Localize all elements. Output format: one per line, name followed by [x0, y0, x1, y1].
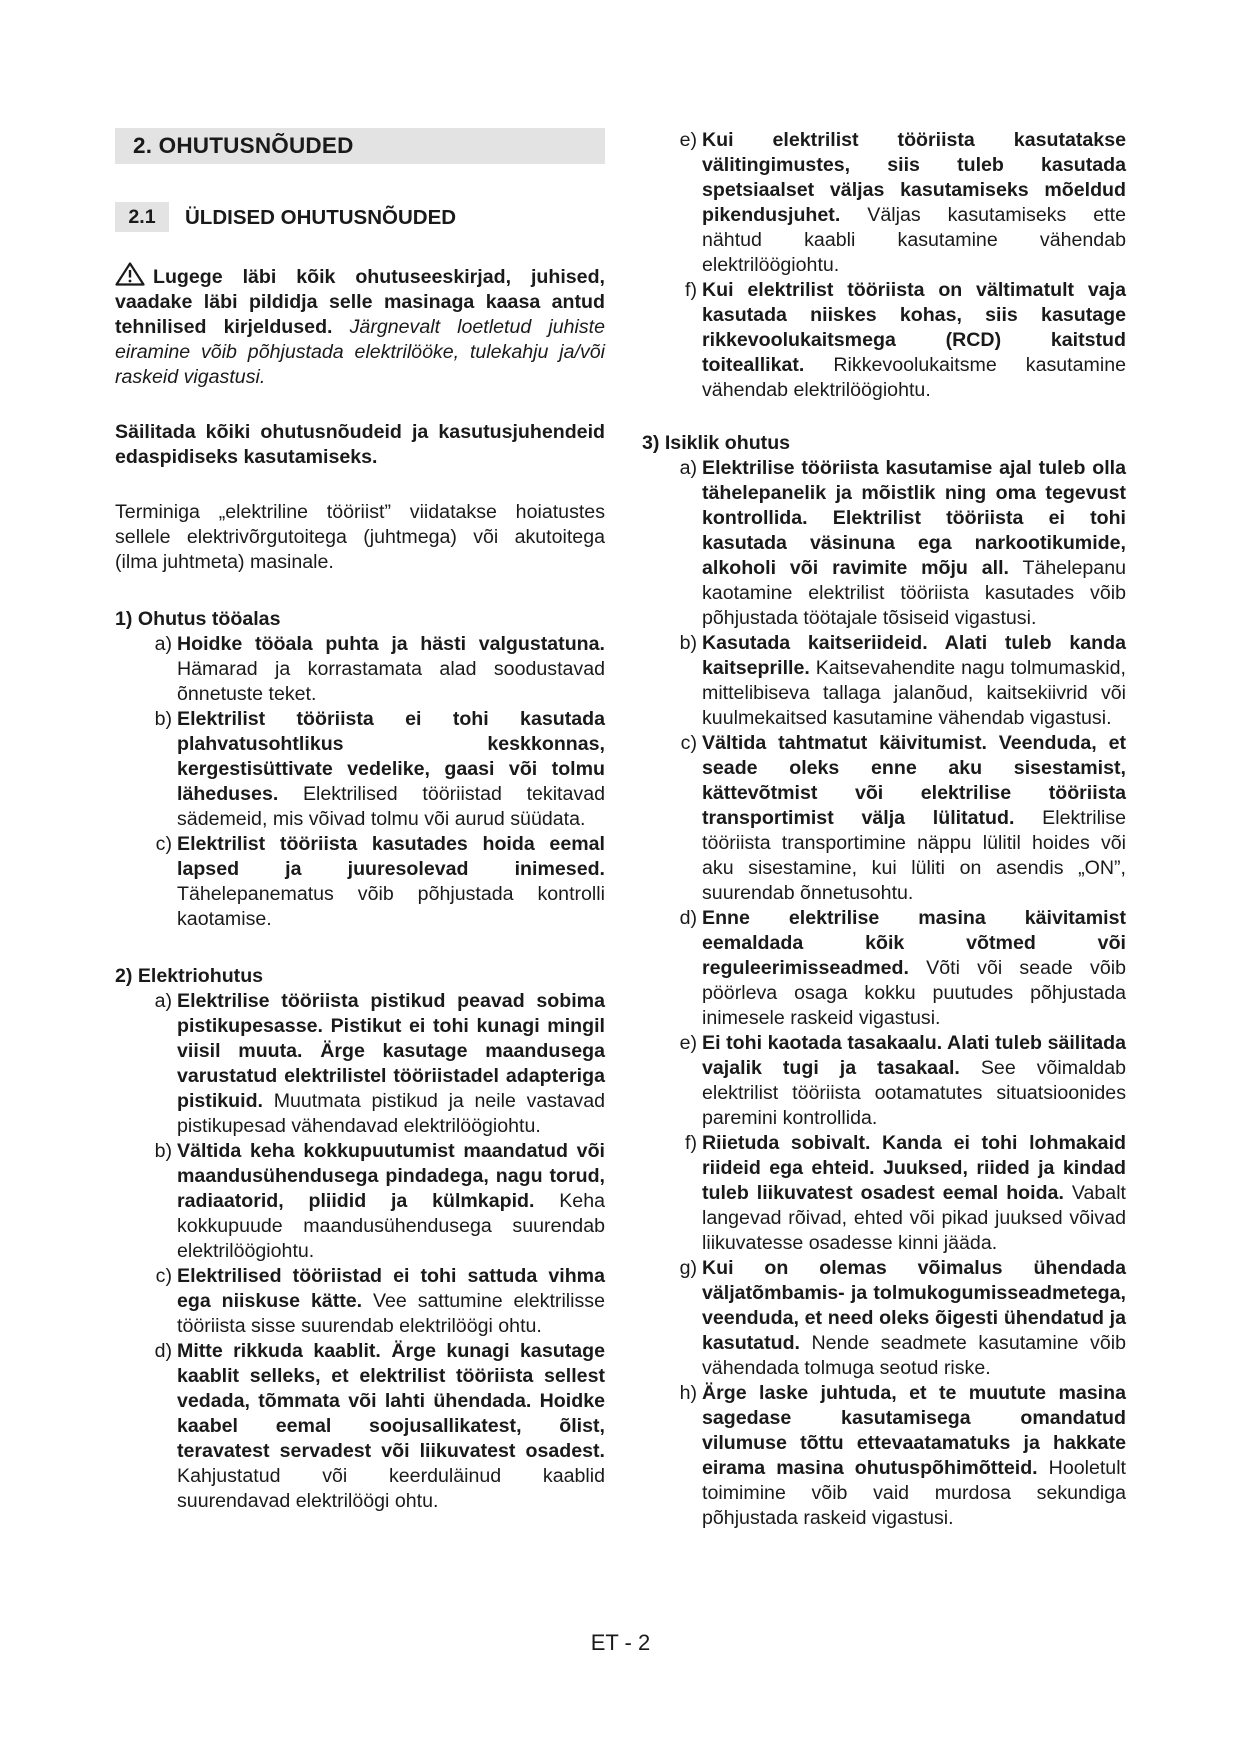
item-label: g)	[679, 1257, 697, 1279]
item-label: b)	[154, 1140, 172, 1162]
item-text: Elektrilise tööriista pistikud peavad sobima pistikupesasse. Pistikut ei tohi kunagi mingil viisil muuta. Ärge kasutage maandusega varustatud elektrilistel tööriistadel adapteriga pistikuid. Muutmata pistikud ja neile vastavad pistikupesad vähendavad elektrilöögiohtu.	[177, 990, 605, 1137]
item-text: Vältida tahtmatut käivitumist. Veenduda, et seade oleks enne aku sisestamist, kättevõtmist või elektrilise tööriista transportimist välja lülitatud. Elektrilise tööriista transportimine näppu lülitil hoides või aku sisestamine, kui lüliti on asendis „ON”, suurendab õnnetusohtu.	[702, 732, 1127, 904]
terminology-note: Terminiga „elektriline tööriist” viidatakse hoiatustes sellele elektrivõrgutoitega (juhtmega) või akutoitega (ilma juhtmeta) masinale.	[115, 501, 605, 573]
item-text: Riietuda sobivalt. Kanda ei tohi lohmakaid riideid ega ehteid. Juuksed, riided ja kindad tuleb liikuvatest osadest eemal hoida. Vabalt langevad rõivad, ehted või pikad juuksed võivad liikuvatesse osadesse kinni jääda.	[702, 1132, 1126, 1254]
list-item	[115, 832, 605, 932]
list-item	[115, 1139, 605, 1264]
list-item	[115, 632, 605, 707]
item-label: b)	[679, 632, 697, 654]
item-text: Mitte rikkuda kaablit. Ärge kunagi kasutage kaablit selleks, et elektrilist tööriista sellest vedada, tõmmata või lahti ühendada. Hoidke kaabel eemal soojusallikatest, õlist, teravatest servadest või liikuvatest osadest. Kahjustatud või keerduläinud kaablid suurendavad elektrilöögi ohtu.	[177, 1340, 605, 1512]
item-text: Hoidke tööala puhta ja hästi valgustatuna. Hämarad ja korrastamata alad soodustavad õnnetuste teket.	[177, 633, 605, 705]
warning-paragraph	[115, 262, 605, 390]
warning-triangle-icon	[115, 262, 145, 286]
subsection-number: 2.1	[115, 202, 169, 232]
item-label: b)	[154, 708, 172, 730]
item-label: e)	[679, 129, 697, 151]
item-text: Ei tohi kaotada tasakaalu. Alati tuleb säilitada vajalik tugi ja tasakaal. See võimaldab elektrilist tööriista ootamatutes situatsioonides paremini kontrollida.	[702, 1032, 1127, 1129]
subsection-header	[115, 202, 605, 232]
list-item	[642, 128, 1126, 278]
item-label: h)	[679, 1382, 697, 1404]
keep-instructions-note: Säilitada kõiki ohutusnõudeid ja kasutusjuhendeid edaspidiseks kasutamiseks.	[115, 421, 605, 468]
list-item	[642, 278, 1126, 403]
item-label: c)	[155, 833, 172, 855]
item-text: Kui on olemas võimalus ühendada väljatõmbamis- ja tolmukogumisseadmetega, veenduda, et need oleks õigesti ühendatud ja kasutatud. Nende seadmete kasutamine võib vähendada tolmuga seotud riske.	[702, 1257, 1126, 1379]
section-2-heading: 2) Elektriohutus	[115, 965, 264, 987]
item-label: a)	[679, 457, 697, 479]
list-item	[115, 1339, 605, 1514]
item-text: Kui elektrilist tööriista kasutatakse välitingimustes, siis tuleb kasutada spetsiaalset väljas kasutamiseks mõeldud pikendusjuhet. Väljas kasutamiseks ette nähtud kaabli kasutamine vähendab elektrilöögiohtu.	[702, 129, 1126, 276]
item-label: a)	[154, 633, 172, 655]
item-text: Elektrilist tööriista kasutades hoida eemal lapsed ja juuresolevad inimesed. Tähelepanematus võib põhjustada kontrolli kaotamise.	[177, 833, 605, 930]
item-label: d)	[679, 907, 697, 929]
list-item	[642, 631, 1126, 731]
warning-bold-text: Lugege läbi kõik ohutuseeskirjad, juhised, vaadake läbi pildidja selle masinaga kaasa antud tehnilised kirjeldused.	[115, 266, 605, 338]
list-item	[642, 1256, 1126, 1381]
item-label: e)	[679, 1032, 697, 1054]
warning-italic-text: Järgnevalt loetletud juhiste eiramine võib põhjustada elektrilööke, tulekahju ja/või raskeid vigastusi.	[115, 316, 605, 388]
item-label: c)	[155, 1265, 172, 1287]
left-column	[115, 128, 605, 1514]
item-label: d)	[154, 1340, 172, 1362]
item-label: f)	[685, 1132, 697, 1154]
item-label: a)	[154, 990, 172, 1012]
list-item	[642, 1031, 1126, 1131]
list-item	[115, 989, 605, 1139]
section-title: 2. OHUTUSNÕUDED	[115, 128, 605, 164]
list-item	[642, 1131, 1126, 1256]
page-number: ET - 2	[590, 1630, 651, 1655]
item-text: Kasutada kaitseriideid. Alati tuleb kanda kaitseprille. Kaitsevahendite nagu tolmumaskid, mittelibiseva tallaga jalanõud, kaitsekiivrid või kuulmekaitsed kasutamine vähendab vigastusi.	[702, 632, 1126, 729]
section-3-heading: 3) Isiklik ohutus	[642, 432, 791, 454]
list-item	[115, 1264, 605, 1339]
item-text: Kui elektrilist tööriista on vältimatult vaja kasutada niiskes kohas, siis kasutage rikkevoolukaitsmega (RCD) kaitstud toiteallikat. Rikkevoolukaitsme kasutamine vähendab elektrilöögiohtu.	[702, 279, 1126, 401]
item-text: Vältida keha kokkupuutumist maandatud või maandusühendusega pindadega, nagu torud, radiaatorid, pliidid ja külmkapid. Keha kokkupuude maandusühendusega suurendab elektrilöögiohtu.	[177, 1140, 605, 1262]
list-item	[642, 906, 1126, 1031]
item-text: Elektrilist tööriista ei tohi kasutada plahvatusohtlikus keskkonnas, kergestisüttivate vedelike, gaasi või tolmu läheduses. Elektrilised tööriistad tekitavad sädemeid, mis võivad tolmu või aurud süüdata.	[177, 708, 605, 830]
list-item	[115, 707, 605, 832]
item-text: Elektrilised tööriistad ei tohi sattuda vihma ega niiskuse kätte. Vee sattumine elektrilisse tööriista sisse suurendab elektrilöögi ohtu.	[177, 1265, 605, 1337]
list-item	[642, 1381, 1126, 1531]
item-text: Ärge laske juhtuda, et te muutute masina sagedase kasutamisega omandatud vilumuse tõttu ettevaatamatuks ja hakkate eirama masina ohutuspõhimõtteid. Hooletult toimimine võib vaid murdosa sekundiga põhjustada raskeid vigastusi.	[702, 1382, 1127, 1529]
item-label: c)	[680, 732, 697, 754]
section-1-heading: 1) Ohutus tööalas	[115, 608, 281, 630]
right-column	[642, 128, 1126, 1531]
list-item	[642, 731, 1126, 906]
item-text: Elektrilise tööriista kasutamise ajal tuleb olla tähelepanelik ja mõistlik ning oma tegevust kontrollida. Elektrilist tööriista ei tohi kasutada väsinuna ega narkootikumide, alkoholi või ravimite mõju all. Tähelepanu kaotamine elektrilist tööriista kasutades võib põhjustada töötajale tõsiseid vigastusi.	[702, 457, 1126, 629]
item-label: f)	[685, 279, 697, 301]
list-item	[642, 456, 1126, 631]
subsection-title: ÜLDISED OHUTUSNÕUDED	[185, 205, 457, 229]
item-text: Enne elektrilise masina käivitamist eemaldada kõik võtmed või reguleerimisseadmed. Võti või seade võib pöörleva osaga kokku puutudes põhjustada inimesele raskeid vigastusi.	[702, 907, 1126, 1029]
